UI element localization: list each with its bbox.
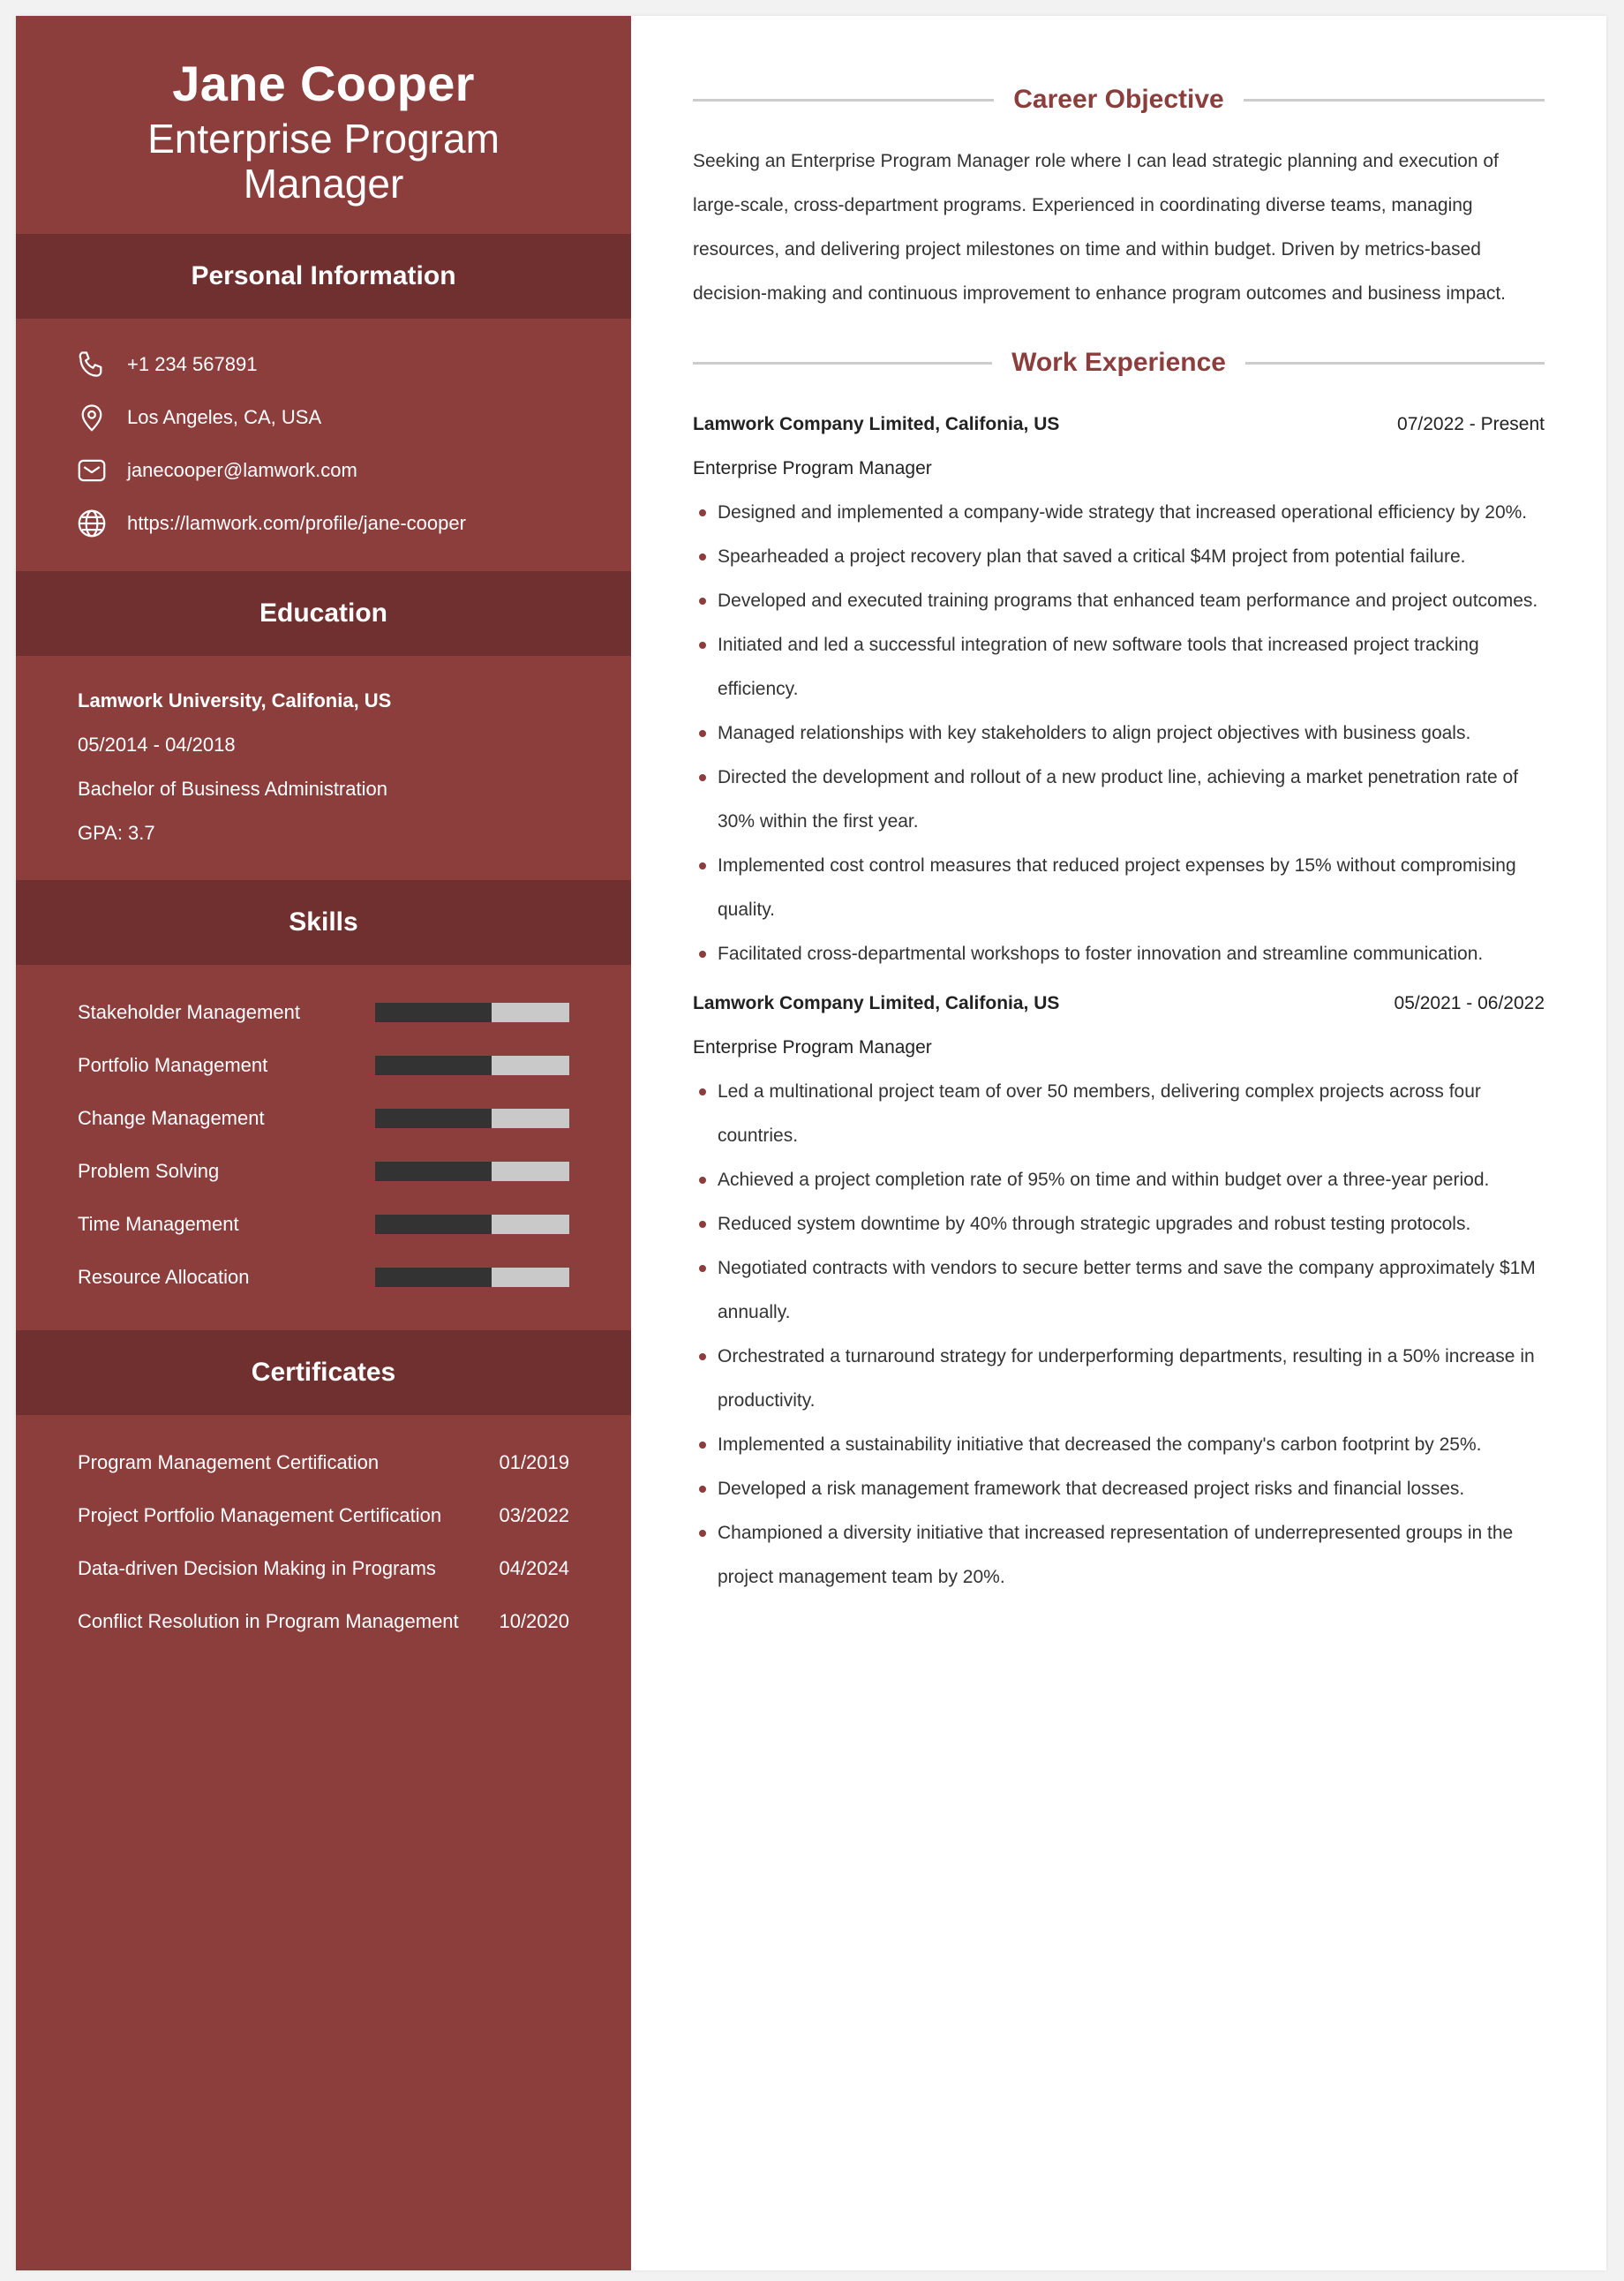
contact-location [74, 391, 631, 444]
achievement-item: Managed relationships with key stakeholders to align project objectives with business goals. [718, 711, 1545, 756]
job-company: Lamwork Company Limited, Califonia, US [693, 414, 1060, 434]
career-objective-title: Career Objective [1013, 85, 1224, 114]
skill-level-bar [375, 1215, 569, 1234]
heading-divider [693, 362, 992, 365]
skill-level-bar [375, 1003, 569, 1022]
certificates-list [16, 1415, 631, 1675]
achievement-item: Developed and executed training programs that enhanced team performance and project outcomes. [718, 579, 1545, 623]
skill-name: Problem Solving [78, 1159, 220, 1182]
achievement-item: Facilitated cross-departmental workshops to foster innovation and streamline communication. [718, 932, 1545, 976]
contact-list [16, 319, 631, 571]
job-header [693, 982, 1545, 1026]
globe-icon [74, 506, 109, 541]
skill-name: Resource Allocation [78, 1265, 250, 1288]
certificate-name: Conflict Resolution in Program Management [78, 1609, 459, 1632]
career-objective-text: Seeking an Enterprise Program Manager role where I can lead strategic planning and execution of large-scale, cross-department programs. Experienced in coordinating diverse teams, managing resources, and delivering project milestones on time and within budget. Driven by metrics-based decision-making and continuous improvement to enhance program outcomes and business impact. [693, 151, 1507, 304]
skill-level-fill [375, 1109, 492, 1128]
certificate-name: Project Portfolio Management Certification [78, 1503, 442, 1526]
achievement-item: Led a multinational project team of over 50 members, delivering complex projects across four countries. [718, 1070, 1545, 1158]
personal-info-heading: Personal Information [16, 234, 631, 319]
achievement-item: Developed a risk management framework that decreased project risks and financial losses. [718, 1467, 1545, 1511]
job-company: Lamwork Company Limited, Califonia, US [693, 993, 1060, 1013]
location-pin-icon [74, 400, 109, 435]
skill-item [78, 1198, 569, 1251]
job-dates: 07/2022 - Present [1397, 414, 1545, 434]
phone-number: +1 234 567891 [127, 352, 258, 375]
skill-item [78, 986, 569, 1039]
education-block [16, 656, 631, 880]
certificates-heading: Certificates [16, 1330, 631, 1415]
achievement-item: Orchestrated a turnaround strategy for underperforming departments, resulting in a 50% increase in productivity. [718, 1335, 1545, 1423]
certificate-date: 10/2020 [499, 1609, 569, 1632]
skill-level-fill [375, 1162, 492, 1181]
website-link[interactable]: https://lamwork.com/profile/jane-cooper [127, 511, 466, 534]
certificate-date: 03/2022 [499, 1503, 569, 1526]
heading-divider [1245, 362, 1545, 365]
email-link[interactable]: janecooper@lamwork.com [127, 458, 357, 481]
heading-divider [1244, 99, 1545, 102]
job-role: Enterprise Program Manager [693, 1037, 932, 1058]
skills-list [16, 965, 631, 1330]
achievement-item: Achieved a project completion rate of 95% on time and within budget over a three-year period. [718, 1158, 1545, 1202]
skill-item [78, 1039, 569, 1092]
achievement-item: Implemented cost control measures that reduced project expenses by 15% without compromising quality. [718, 844, 1545, 932]
skill-name: Portfolio Management [78, 1053, 268, 1076]
location-text: Los Angeles, CA, USA [127, 405, 322, 428]
certificate-item [78, 1595, 569, 1648]
certificate-item [78, 1542, 569, 1595]
education-heading: Education [16, 571, 631, 656]
certificate-item [78, 1436, 569, 1489]
job-entry [693, 982, 1545, 1600]
skill-name: Time Management [78, 1212, 239, 1235]
achievement-item: Designed and implemented a company-wide strategy that increased operational efficiency by 20%. [718, 491, 1545, 535]
job-dates: 05/2021 - 06/2022 [1394, 993, 1545, 1013]
candidate-title: Enterprise Program Manager [147, 115, 500, 207]
achievement-item: Directed the development and rollout of a new product line, achieving a market penetration rate of 30% within the first year. [718, 756, 1545, 844]
work-experience-title: Work Experience [1011, 348, 1226, 377]
career-objective-heading [693, 85, 1545, 115]
achievement-item: Negotiated contracts with vendors to secure better terms and save the company approximately $1M annually. [718, 1246, 1545, 1335]
achievement-item: Championed a diversity initiative that increased representation of underrepresented groups in the project management team by 20%. [718, 1511, 1545, 1600]
profile-header [16, 16, 631, 234]
contact-email [74, 444, 631, 497]
resume-page [16, 16, 1606, 2270]
skill-level-bar [375, 1268, 569, 1287]
skill-item [78, 1145, 569, 1198]
skill-level-fill [375, 1215, 492, 1234]
education-degree: Bachelor of Business Administration [78, 777, 387, 800]
education-gpa: GPA: 3.7 [78, 821, 155, 844]
skill-name: Change Management [78, 1106, 265, 1129]
skill-level-fill [375, 1268, 492, 1287]
skill-name: Stakeholder Management [78, 1000, 300, 1023]
heading-divider [693, 99, 994, 102]
skill-item [78, 1092, 569, 1145]
job-role: Enterprise Program Manager [693, 458, 932, 478]
education-dates: 05/2014 - 04/2018 [78, 733, 236, 756]
mail-icon [74, 453, 109, 488]
skill-item [78, 1251, 569, 1304]
skills-heading: Skills [16, 880, 631, 965]
job-achievements [693, 491, 1545, 976]
achievement-item: Spearheaded a project recovery plan that saved a critical $4M project from potential failure. [718, 535, 1545, 579]
skill-level-bar [375, 1109, 569, 1128]
achievement-item: Reduced system downtime by 40% through strategic upgrades and robust testing protocols. [718, 1202, 1545, 1246]
contact-phone [74, 338, 631, 391]
certificate-date: 04/2024 [499, 1556, 569, 1579]
job-header [693, 403, 1545, 447]
achievement-item: Initiated and led a successful integration of new software tools that increased project tracking efficiency. [718, 623, 1545, 711]
education-school: Lamwork University, Califonia, US [78, 689, 392, 711]
certificate-date: 01/2019 [499, 1450, 569, 1473]
skill-level-bar [375, 1056, 569, 1075]
sidebar [16, 16, 631, 2270]
achievement-item: Implemented a sustainability initiative that decreased the company's carbon footprint by 25%. [718, 1423, 1545, 1467]
skill-level-fill [375, 1003, 492, 1022]
skill-level-fill [375, 1056, 492, 1075]
skill-level-bar [375, 1162, 569, 1181]
job-achievements [693, 1070, 1545, 1600]
main-content [631, 16, 1606, 2270]
certificate-item [78, 1489, 569, 1542]
phone-icon [74, 347, 109, 382]
certificate-name: Program Management Certification [78, 1450, 380, 1473]
job-entry [693, 403, 1545, 976]
work-experience-heading [693, 348, 1545, 378]
candidate-name: Jane Cooper [172, 56, 475, 111]
certificate-name: Data-driven Decision Making in Programs [78, 1556, 436, 1579]
contact-website [74, 497, 631, 550]
